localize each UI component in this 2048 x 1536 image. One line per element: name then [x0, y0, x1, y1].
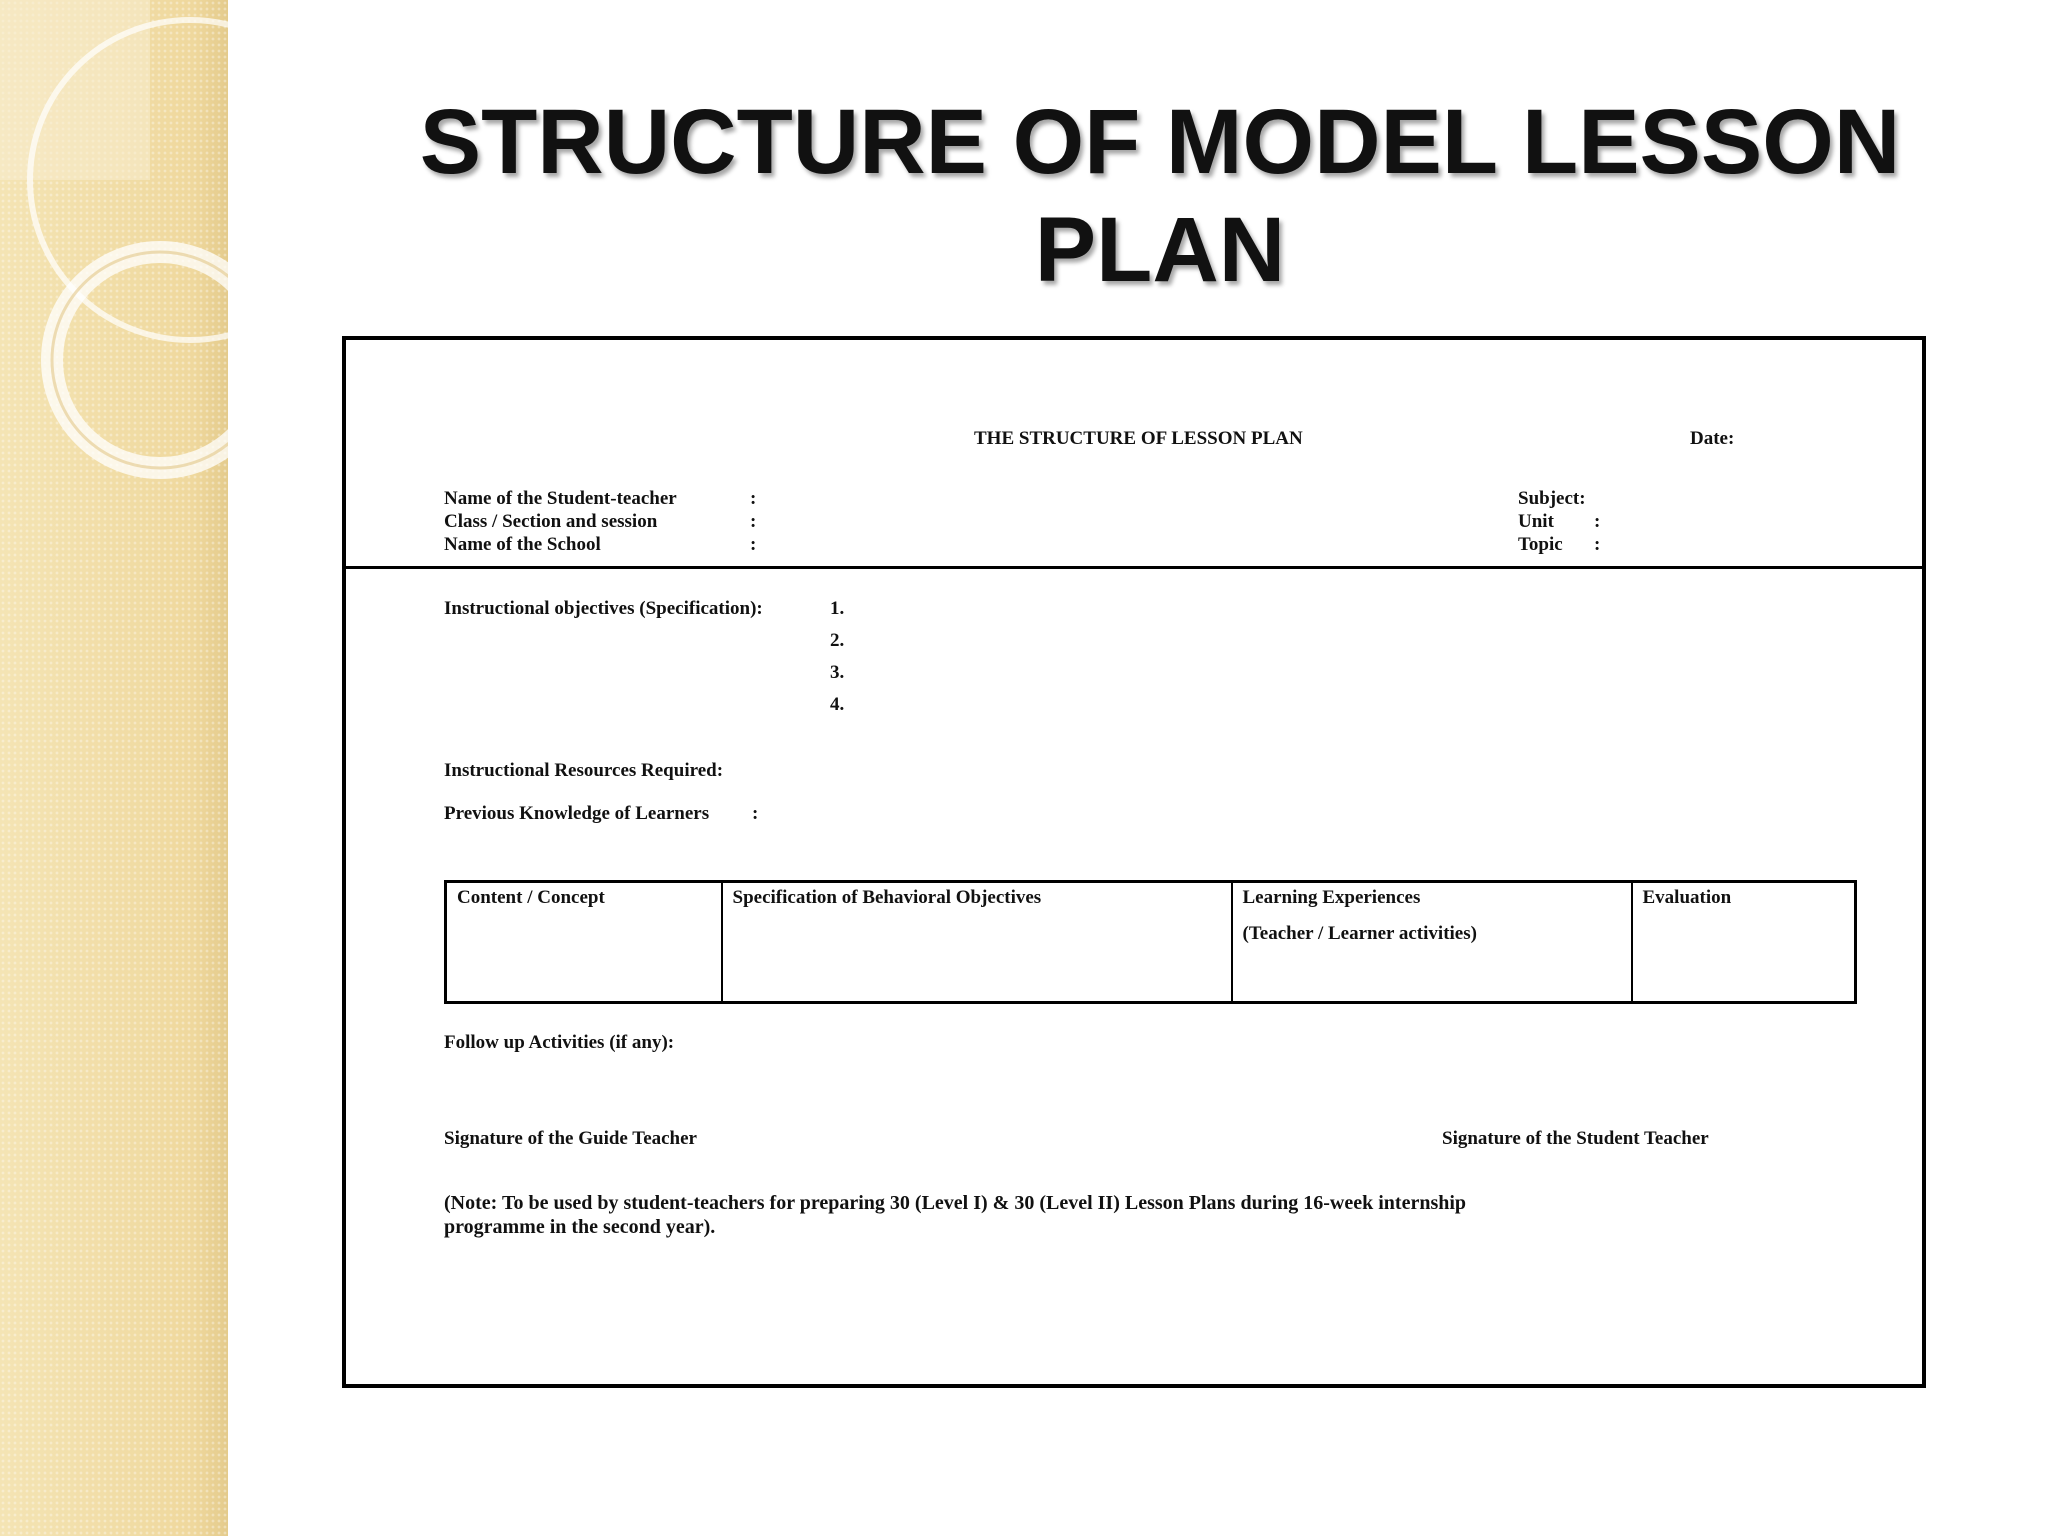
header-divider [346, 566, 1926, 569]
objective-number-3: 3. [830, 662, 845, 683]
objective-number-2: 2. [830, 630, 845, 651]
table-cell-content-concept [446, 882, 722, 1003]
guide-teacher-signature-label: Signature of the Guide Teacher [444, 1128, 697, 1149]
topic-label: Topic [1518, 534, 1563, 555]
school-name-label: Name of the School [444, 534, 601, 555]
lesson-table [444, 880, 1857, 1004]
student-teacher-name-colon: : [750, 488, 757, 509]
document-heading: THE STRUCTURE OF LESSON PLAN [974, 428, 1303, 449]
lesson-plan-document [342, 336, 1926, 1388]
date-label: Date: [1690, 428, 1735, 449]
column-header: Evaluation [1642, 887, 1732, 908]
note-line-1: (Note: To be used by student-teachers for preparing 30 (Level I) & 30 (Level II) Lesson Plans during 16-week internship [444, 1192, 1467, 1214]
previous-knowledge-label: Previous Knowledge of Learners [444, 803, 710, 824]
objectives-label: Instructional objectives (Specification): [444, 598, 763, 619]
class-section-session-label: Class / Section and session [444, 511, 658, 532]
unit-colon: : [1594, 511, 1601, 532]
decorative-rings-graphic [0, 0, 228, 1536]
topic-colon: : [1594, 534, 1601, 555]
follow-up-label: Follow up Activities (if any): [444, 1032, 675, 1053]
decorative-side-band [0, 0, 228, 1536]
column-header: Content / Concept [457, 887, 605, 908]
resources-label: Instructional Resources Required: [444, 760, 724, 781]
subject-label: Subject: [1518, 488, 1586, 509]
objective-number-4: 4. [830, 694, 845, 715]
student-teacher-signature-label: Signature of the Student Teacher [1442, 1128, 1709, 1149]
table-row [446, 882, 1856, 1003]
school-name-colon: : [750, 534, 757, 555]
objective-number-1: 1. [830, 598, 845, 619]
previous-knowledge-colon: : [752, 803, 759, 824]
slide-title: STRUCTURE OF MODEL LESSON PLAN [419, 91, 1901, 301]
class-section-session-colon: : [750, 511, 757, 532]
unit-label: Unit [1518, 511, 1554, 532]
column-header: Learning Experiences [1242, 887, 1421, 908]
table-cell-evaluation [1632, 882, 1856, 1003]
note-line-2: programme in the second year). [444, 1216, 716, 1238]
table-cell-learning-experiences [1232, 882, 1632, 1003]
student-teacher-name-label: Name of the Student-teacher [444, 488, 677, 509]
column-header: Specification of Behavioral Objectives [732, 887, 1042, 908]
table-cell-behavioral-objectives [722, 882, 1232, 1003]
column-subheader: (Teacher / Learner activities) [1242, 923, 1477, 944]
